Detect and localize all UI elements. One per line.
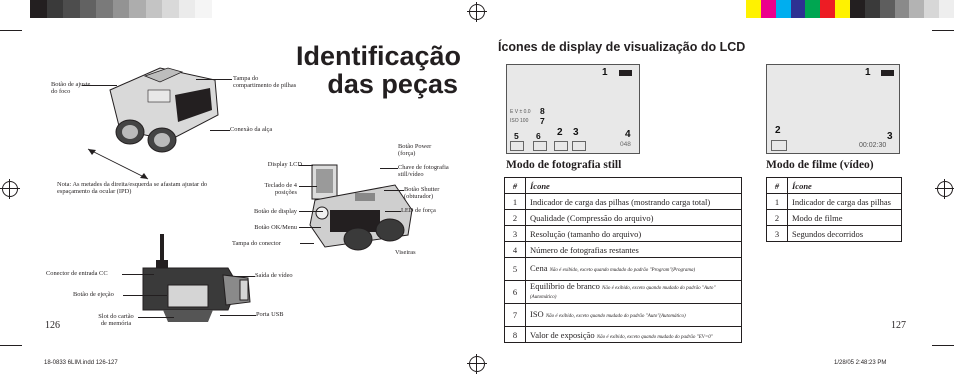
row-text: Qualidade (Compressão do arquivo) bbox=[530, 212, 654, 223]
ev-readout: E V ± 0.0 bbox=[510, 109, 531, 115]
row-text: Modo de filme bbox=[792, 212, 843, 223]
file-slug: 18-0833 6LIM.indd 126-127 bbox=[44, 360, 118, 366]
label-eject-button: Botão de ejeção bbox=[73, 291, 114, 298]
row-description bbox=[526, 304, 742, 327]
row-number: 3 bbox=[505, 226, 526, 242]
row-text: Indicador de carga das pilhas bbox=[792, 196, 891, 207]
crop-mark bbox=[0, 345, 22, 346]
row-number: 2 bbox=[767, 210, 788, 226]
leader-line bbox=[299, 165, 313, 166]
lcd-callout-8: 8 bbox=[540, 106, 545, 116]
row-text: Equilíbrio de branco bbox=[530, 281, 600, 291]
color-swatch bbox=[179, 0, 196, 18]
leader-line bbox=[122, 274, 154, 275]
color-swatch bbox=[129, 0, 146, 18]
label-display-button: Botão de display bbox=[254, 208, 297, 215]
label-photo-video-switch: Chave de fotografia still/vídeo bbox=[398, 164, 449, 179]
row-description bbox=[788, 226, 902, 242]
row-description bbox=[526, 281, 742, 304]
table-row bbox=[505, 226, 742, 242]
color-swatch bbox=[850, 0, 865, 18]
page-number-left: 126 bbox=[45, 320, 60, 331]
color-swatch bbox=[939, 0, 954, 18]
process-color-bar bbox=[746, 0, 954, 18]
row-text: ISO bbox=[530, 308, 544, 319]
color-swatch bbox=[195, 0, 212, 18]
table-header-row bbox=[767, 178, 902, 194]
column-header-icon: Ícone bbox=[526, 178, 742, 194]
label-focus-button: Botão de ajuste do foco bbox=[51, 81, 91, 96]
label-ok-menu-button: Botão OK/Menu bbox=[254, 224, 297, 231]
row-description bbox=[526, 194, 742, 210]
quality-icon bbox=[554, 141, 568, 151]
color-swatch bbox=[80, 0, 97, 18]
table-row bbox=[505, 258, 742, 281]
lcd-callout-7: 7 bbox=[540, 116, 545, 126]
row-number: 8 bbox=[505, 327, 526, 343]
column-header-number: # bbox=[505, 178, 526, 194]
leader-line bbox=[299, 211, 323, 212]
grayscale-color-bar bbox=[30, 0, 212, 18]
color-swatch bbox=[63, 0, 80, 18]
label-eyepieces: Viseiras bbox=[395, 249, 416, 256]
row-number: 4 bbox=[505, 242, 526, 258]
row-number: 7 bbox=[505, 304, 526, 327]
row-description bbox=[526, 242, 742, 258]
timestamp-slug: 1/28/05 2:48:23 PM bbox=[834, 360, 887, 366]
column-header-icon: Ícone bbox=[788, 178, 902, 194]
row-text: Valor de exposição bbox=[530, 329, 595, 340]
lcd-callout-3: 3 bbox=[887, 131, 893, 142]
label-video-out: Saída de vídeo bbox=[255, 272, 293, 279]
table-header-row bbox=[505, 178, 742, 194]
section-title: Ícones de display de visualização do LCD bbox=[498, 40, 746, 54]
registration-mark-icon bbox=[469, 356, 485, 372]
leader-line bbox=[138, 317, 174, 318]
white-balance-icon bbox=[533, 141, 547, 151]
leader-line bbox=[300, 243, 314, 244]
lcd-callout-1: 1 bbox=[602, 67, 608, 78]
color-swatch bbox=[880, 0, 895, 18]
label-power-led: LED de força bbox=[401, 207, 436, 214]
label-strap-connection: Conexão da alça bbox=[230, 126, 273, 133]
still-icon-table bbox=[504, 177, 742, 343]
row-number: 5 bbox=[505, 258, 526, 281]
label-usb-port: Porta USB bbox=[256, 311, 284, 318]
color-swatch bbox=[791, 0, 806, 18]
still-table-heading: Modo de fotografia still bbox=[506, 159, 622, 171]
row-text: Resolução (tamanho do arquivo) bbox=[530, 228, 642, 239]
color-swatch bbox=[805, 0, 820, 18]
color-swatch bbox=[162, 0, 179, 18]
row-number: 2 bbox=[505, 210, 526, 226]
color-swatch bbox=[47, 0, 64, 18]
camera-top-illustration bbox=[90, 60, 230, 155]
movie-mode-icon bbox=[771, 140, 787, 151]
color-swatch bbox=[820, 0, 835, 18]
elapsed-time: 00:02:30 bbox=[859, 142, 887, 149]
leader-line bbox=[384, 190, 404, 191]
color-swatch bbox=[30, 0, 47, 18]
table-row bbox=[767, 226, 902, 242]
movie-table-heading: Modo de filme (vídeo) bbox=[766, 159, 874, 171]
row-text: Segundos decorridos bbox=[792, 228, 864, 239]
lcd-callout-5: 5 bbox=[514, 131, 519, 141]
resolution-icon bbox=[572, 141, 586, 151]
row-description bbox=[788, 194, 902, 210]
color-swatch bbox=[895, 0, 910, 18]
color-swatch bbox=[909, 0, 924, 18]
label-dc-input: Conector de entrada CC bbox=[46, 270, 108, 277]
row-number: 1 bbox=[505, 194, 526, 210]
lcd-callout-4: 4 bbox=[625, 129, 631, 140]
color-swatch bbox=[776, 0, 791, 18]
row-text: Cena bbox=[530, 262, 548, 273]
table-row bbox=[505, 194, 742, 210]
leader-line bbox=[299, 186, 317, 187]
row-note: Não é exibido, exceto quando mudado do padrão "EV=0" bbox=[596, 334, 713, 340]
lcd-movie-mode bbox=[766, 64, 900, 154]
row-description bbox=[526, 327, 742, 343]
label-shutter-button: Botão Shutter (obturador) bbox=[404, 186, 440, 201]
leader-line bbox=[299, 227, 321, 228]
label-power-button: Botão Power (força) bbox=[398, 143, 432, 158]
scene-icon bbox=[510, 141, 524, 151]
color-swatch bbox=[113, 0, 130, 18]
leader-line bbox=[380, 168, 398, 169]
row-text: Número de fotografias restantes bbox=[530, 244, 639, 255]
lcd-callout-3: 3 bbox=[573, 127, 579, 138]
row-number: 6 bbox=[505, 281, 526, 304]
lcd-callout-2: 2 bbox=[775, 125, 781, 136]
ipd-arrow-icon bbox=[84, 145, 154, 185]
label-memory-slot: Slot do cartão de memória bbox=[98, 313, 134, 328]
color-swatch bbox=[746, 0, 761, 18]
movie-icon-table bbox=[766, 177, 902, 242]
registration-mark-icon bbox=[937, 181, 953, 197]
row-description bbox=[526, 258, 742, 281]
column-header-number: # bbox=[767, 178, 788, 194]
row-description bbox=[788, 210, 902, 226]
table-row bbox=[767, 194, 902, 210]
color-swatch bbox=[146, 0, 163, 18]
row-description bbox=[526, 210, 742, 226]
row-text: Indicador de carga das pilhas (mostrando carga total) bbox=[530, 196, 711, 207]
leader-line bbox=[210, 130, 230, 131]
label-keypad: Teclado de 4 posições bbox=[264, 182, 297, 197]
leader-line bbox=[82, 85, 117, 86]
leader-line bbox=[123, 295, 167, 296]
leader-line bbox=[385, 211, 401, 212]
registration-mark-icon bbox=[469, 4, 485, 20]
table-row bbox=[505, 304, 742, 327]
battery-icon bbox=[881, 70, 894, 76]
shots-remaining: 048 bbox=[620, 141, 631, 148]
row-number: 3 bbox=[767, 226, 788, 242]
label-connector-cover: Tampa do conector bbox=[232, 240, 281, 247]
table-row bbox=[767, 210, 902, 226]
color-swatch bbox=[865, 0, 880, 18]
crop-mark bbox=[0, 30, 22, 31]
crop-mark bbox=[932, 345, 954, 346]
table-row bbox=[505, 327, 742, 343]
leader-line bbox=[196, 79, 232, 80]
color-swatch bbox=[761, 0, 776, 18]
label-lcd-display: Display LCD bbox=[267, 161, 302, 168]
lcd-callout-6: 6 bbox=[536, 131, 541, 141]
lcd-callout-1: 1 bbox=[865, 67, 871, 78]
ipd-note: Nota: As metades da direita/esquerda se afastam ajustar do espaçamento da ocular (IPD) bbox=[57, 181, 208, 196]
battery-icon bbox=[619, 70, 632, 76]
row-description bbox=[526, 226, 742, 242]
iso-readout: ISO 100 bbox=[510, 118, 529, 124]
color-swatch bbox=[96, 0, 113, 18]
row-number: 1 bbox=[767, 194, 788, 210]
table-row bbox=[505, 242, 742, 258]
lcd-callout-2: 2 bbox=[557, 127, 563, 138]
crop-mark bbox=[932, 30, 954, 31]
page-title: Identificação das peças bbox=[296, 41, 462, 99]
table-row bbox=[505, 281, 742, 304]
label-battery-cover: Tampa do compartimento de pilhas bbox=[233, 75, 297, 90]
lcd-still-mode bbox=[506, 64, 640, 154]
leader-line bbox=[220, 315, 256, 316]
row-note: Não é exibido, exceto quando mudado do padrão "Program"(Programa) bbox=[549, 267, 696, 273]
row-note: Não é exibido, exceto quando mudado do padrão "Auto"(Automático) bbox=[545, 313, 686, 319]
color-swatch bbox=[924, 0, 939, 18]
row-note: Não é exibido, exceto quando mudado do padrão "Auto"(Automático) bbox=[530, 286, 716, 300]
color-swatch bbox=[835, 0, 850, 18]
table-row bbox=[505, 210, 742, 226]
leader-line bbox=[235, 276, 255, 277]
page-number-right: 127 bbox=[891, 320, 906, 331]
registration-mark-icon bbox=[2, 181, 18, 197]
